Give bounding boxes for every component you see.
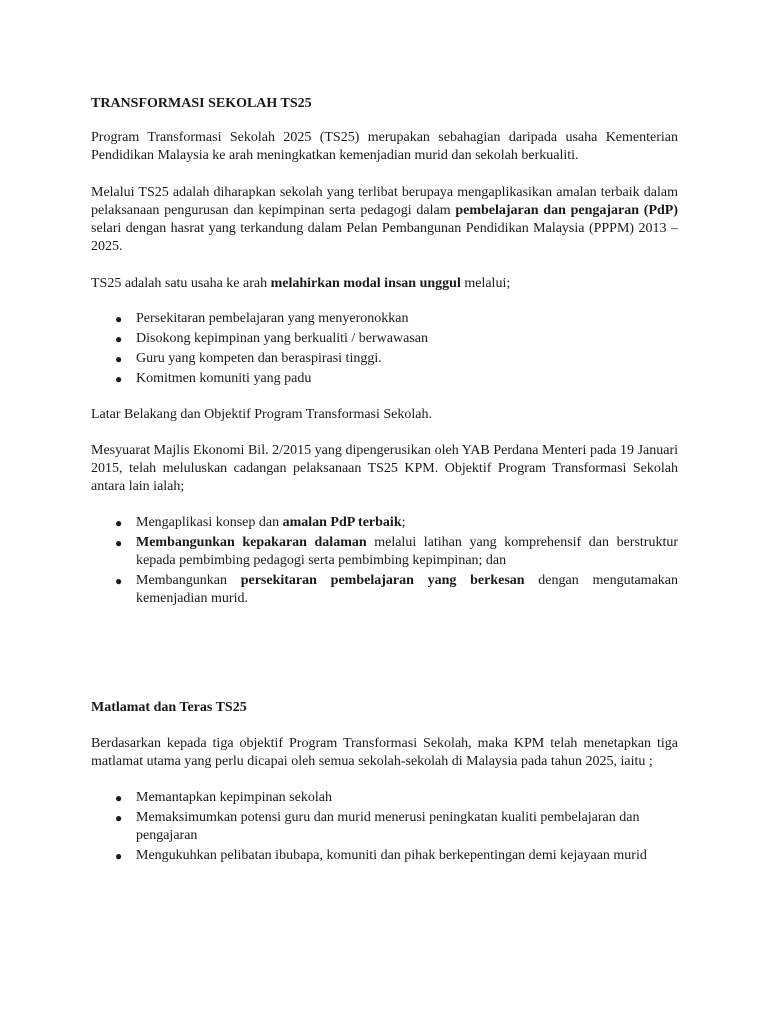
bullet-icon: ● — [115, 372, 123, 386]
modal-insan-paragraph — [91, 275, 678, 293]
list-item — [91, 847, 678, 865]
matlamat-heading: Matlamat dan Teras TS25 — [91, 700, 247, 715]
ts25-goal-text-a: Melalui TS25 adalah diharapkan sekolah yang terlibat berupaya mengaplikasikan amalan terbaik dalam pelaksanaan pengurusan dan kepimpinan serta pedagogi dalam — [91, 185, 678, 218]
list-item — [91, 514, 678, 532]
list-item-text: Persekitaran pembelajaran yang menyeronokkan — [136, 311, 409, 326]
matlamat-paragraph: Berdasarkan kepada tiga objektif Program Transformasi Sekolah, maka KPM telah menetapkan tiga matlamat utama yang perlu dicapai oleh semua sekolah-sekolah di Malaysia pada tahun 2025, iaitu ; — [91, 736, 678, 769]
ts25-goal-text-b: selari dengan hasrat yang terkandung dalam Pelan Pembangunan Pendidikan Malaysia (PPPM) 2013 – 2025. — [91, 221, 678, 254]
document-body — [91, 95, 678, 865]
list-item-text: Memaksimumkan potensi guru dan murid menerusi peningkatan kualiti pembelajaran dan pengajaran — [136, 810, 640, 843]
objektif-3-text-a: Membangunkan — [136, 573, 241, 588]
matlamat-list — [91, 789, 678, 865]
objektif-3-bold-text: persekitaran pembelajaran yang berkesan — [240, 573, 525, 588]
mesyuarat-paragraph: Mesyuarat Majlis Ekonomi Bil. 2/2015 yang dipengerusikan oleh YAB Perdana Menteri pada 19 Januari 2015, telah meluluskan cadangan pelaksanaan TS25 KPM. Objektif Program Transformasi Sekolah antara lain ialah; — [91, 443, 678, 494]
list-item — [91, 330, 678, 348]
bullet-icon: ● — [115, 332, 123, 346]
bullet-icon: ● — [115, 516, 123, 530]
pdp-bold-text: pembelajaran dan pengajaran (PdP) — [455, 203, 678, 218]
objektif-1-text-b: ; — [401, 515, 406, 530]
modal-insan-text-a: TS25 adalah satu usaha ke arah — [91, 276, 271, 291]
objektif-1-bold-text: amalan PdP terbaik — [282, 515, 402, 530]
modal-insan-bold-text: melahirkan modal insan unggul — [270, 276, 461, 291]
bullet-icon: ● — [115, 849, 123, 863]
modal-insan-list — [91, 310, 678, 388]
modal-insan-text-b: melalui; — [460, 276, 511, 291]
document-title: TRANSFORMASI SEKOLAH TS25 — [91, 96, 312, 111]
list-item-text: Komitmen komuniti yang padu — [136, 371, 312, 386]
bullet-icon: ● — [115, 811, 123, 825]
list-item — [91, 789, 678, 807]
list-item — [91, 809, 678, 845]
list-item — [91, 350, 678, 368]
list-item-text: Memantapkan kepimpinan sekolah — [136, 790, 332, 805]
list-item — [91, 572, 678, 608]
objektif-2-bold-text: Membangunkan kepakaran dalaman — [136, 535, 367, 550]
objektif-3-text-b: dengan mengutamakan kemenjadian murid. — [136, 573, 678, 606]
bullet-icon: ● — [115, 791, 123, 805]
list-item — [91, 310, 678, 328]
ts25-goal-paragraph — [91, 184, 678, 256]
bullet-icon: ● — [115, 352, 123, 366]
latar-belakang-heading: Latar Belakang dan Objektif Program Transformasi Sekolah. — [91, 407, 432, 422]
list-item-text: Mengukuhkan pelibatan ibubapa, komuniti dan pihak berkepentingan demi kejayaan murid — [136, 848, 647, 863]
objektif-2-text: melalui latihan yang komprehensif dan berstruktur kepada pembimbing pedagogi serta pembimbing kepimpinan; dan — [136, 535, 678, 568]
objektif-1-text-a: Mengaplikasi konsep dan — [136, 515, 283, 530]
list-item — [91, 534, 678, 570]
bullet-icon: ● — [115, 574, 123, 588]
bullet-icon: ● — [115, 536, 123, 550]
list-item — [91, 370, 678, 388]
intro-paragraph: Program Transformasi Sekolah 2025 (TS25) merupakan sebahagian daripada usaha Kementerian Pendidikan Malaysia ke arah meningkatkan kemenjadian murid dan sekolah berkualiti. — [91, 130, 678, 163]
bullet-icon: ● — [115, 312, 123, 326]
objektif-list — [91, 514, 678, 608]
list-item-text: Guru yang kompeten dan beraspirasi tinggi. — [136, 351, 382, 366]
list-item-text: Disokong kepimpinan yang berkualiti / berwawasan — [136, 331, 428, 346]
